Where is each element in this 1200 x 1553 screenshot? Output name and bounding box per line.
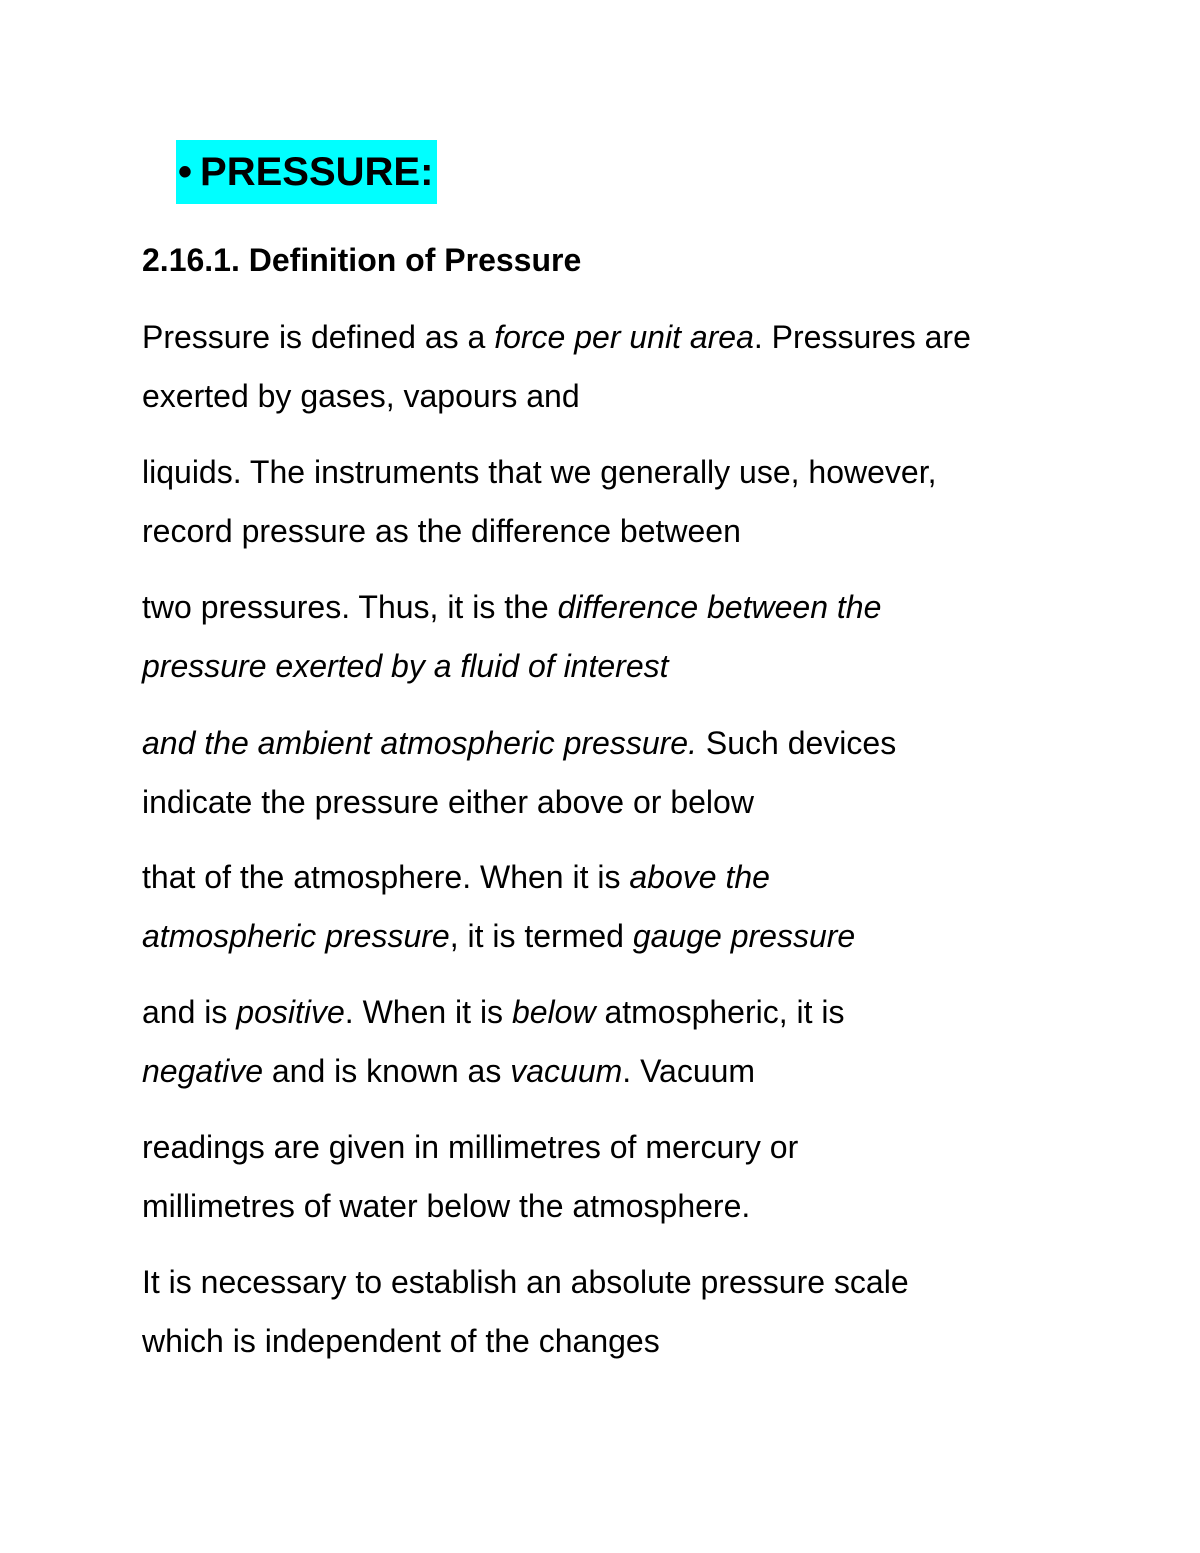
heading-title: PRESSURE: [200,150,434,194]
italic-text: above the [629,859,770,895]
text-line [142,637,1142,696]
text-run: . Vacuum [622,1053,756,1089]
italic-text: positive [236,994,345,1030]
text-line [142,714,1142,773]
text-line [142,1253,1142,1312]
italic-text: pressure exerted by a fluid of interest [142,648,669,684]
italic-text: gauge pressure [632,918,856,954]
italic-text: vacuum [510,1053,623,1089]
text-run: It is necessary to establish an absolute pressure scale [142,1264,909,1300]
text-run: atmospheric, it is [595,994,845,1030]
subsection-title: 2.16.1. Definition of Pressure [142,242,582,278]
italic-text: and the ambient atmospheric pressure. [142,725,697,761]
text-run: Pressure is defined as a [142,319,495,355]
text-run: . When it is [344,994,512,1030]
paragraph [142,578,1142,696]
text-run: liquids. The instruments that we generally use, however, [142,454,937,490]
text-run: two pressures. Thus, it is the [142,589,558,625]
italic-text: atmospheric pressure [142,918,450,954]
text-line [142,907,1142,966]
text-run: Such devices [696,725,897,761]
text-line [142,502,1142,561]
text-run: and is [142,994,237,1030]
paragraph [142,714,1142,832]
italic-text: below [511,994,596,1030]
italic-text: force per unit area [494,319,754,355]
text-run: that of the atmosphere. When it is [142,859,630,895]
italic-text: difference between the [557,589,882,625]
text-run: indicate the pressure either above or below [142,784,754,820]
text-run: . Pressures are [753,319,971,355]
text-line [142,1312,1142,1371]
italic-text: negative [142,1053,263,1089]
text-run: and is known as [262,1053,511,1089]
text-line [142,1177,1142,1236]
text-line [142,578,1142,637]
paragraph [142,848,1142,966]
text-line [142,1042,1142,1101]
heading-block [176,140,437,204]
text-run: record pressure as the difference between [142,513,741,549]
text-run: , it is termed [449,918,633,954]
paragraph [142,308,1142,426]
paragraph [142,1118,1142,1236]
text-line [142,443,1142,502]
text-line [142,308,1142,367]
bullet-icon: • [178,150,193,194]
paragraph [142,1253,1142,1371]
text-line [142,367,1142,426]
paragraph [142,983,1142,1101]
text-run: readings are given in millimetres of mercury or [142,1129,799,1165]
text-run: which is independent of the changes [142,1323,660,1359]
text-line [142,773,1142,832]
text-line [142,848,1142,907]
text-run: exerted by gases, vapours and [142,378,580,414]
text-line [142,983,1142,1042]
text-line [142,1118,1142,1177]
paragraph [142,443,1142,561]
section-heading [176,140,437,204]
text-run: millimetres of water below the atmosphere. [142,1188,751,1224]
